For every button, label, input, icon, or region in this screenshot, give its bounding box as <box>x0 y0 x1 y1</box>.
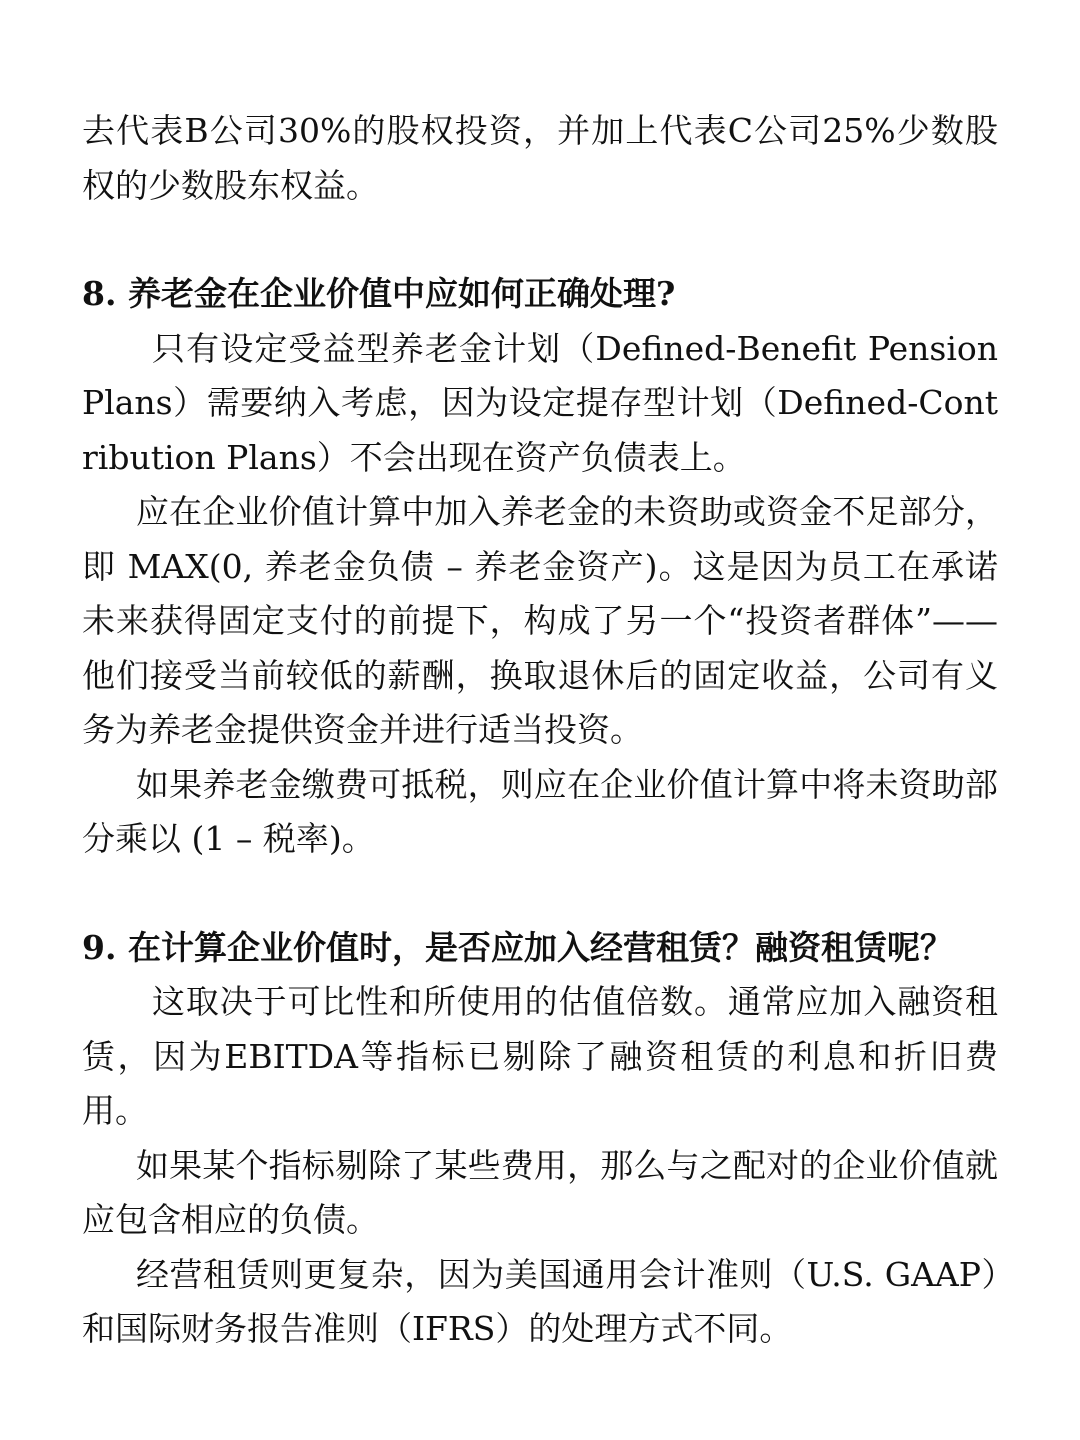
section-gap <box>82 867 998 921</box>
paragraph-continued: 去代表B公司30%的股权投资，并加上代表C公司25%少数股权的少数股东权益。 <box>82 111 998 205</box>
paragraph-8c: 如果养老金缴费可抵税，则应在企业价值计算中将未资助部分乘以 (1 – 税率)。 <box>82 764 998 858</box>
section-gap <box>82 213 998 267</box>
heading-question-9: 9. 在计算企业价值时，是否应加入经营租赁？融资租赁呢？ <box>82 927 953 967</box>
paragraph-9a: 这取决于可比性和所使用的估值倍数。通常应加入融资租赁，因为EBITDA等指标已剔除了融资租赁的利息和折旧费用。 <box>82 982 998 1130</box>
document-page <box>82 104 998 1357</box>
paragraph-8a: 只有设定受益型养老金计划（Defined-Benefit Pension Plans）需要纳入考虑，因为设定提存型计划（Defined-Contribution Plans）不会出现在资产负债表上。 <box>82 328 998 477</box>
paragraph-9b: 如果某个指标剔除了某些费用，那么与之配对的企业价值就应包含相应的负债。 <box>82 1145 998 1239</box>
paragraph-8b: 应在企业价值计算中加入养老金的未资助或资金不足部分，即 MAX(0, 养老金负债 – 养老金资产)。这是因为员工在承诺未来获得固定支付的前提下，构成了另一个“投资者群体”——他们接受当前较低的薪酬，换取退休后的固定收益，公司有义务为养老金提供资金并进行适当投资。 <box>82 492 998 749</box>
paragraph-9c: 经营租赁则更复杂，因为美国通用会计准则（U.S. GAAP）和国际财务报告准则（IFRS）的处理方式不同。 <box>82 1254 998 1348</box>
heading-question-8: 8. 养老金在企业价值中应如何正确处理? <box>82 274 676 313</box>
